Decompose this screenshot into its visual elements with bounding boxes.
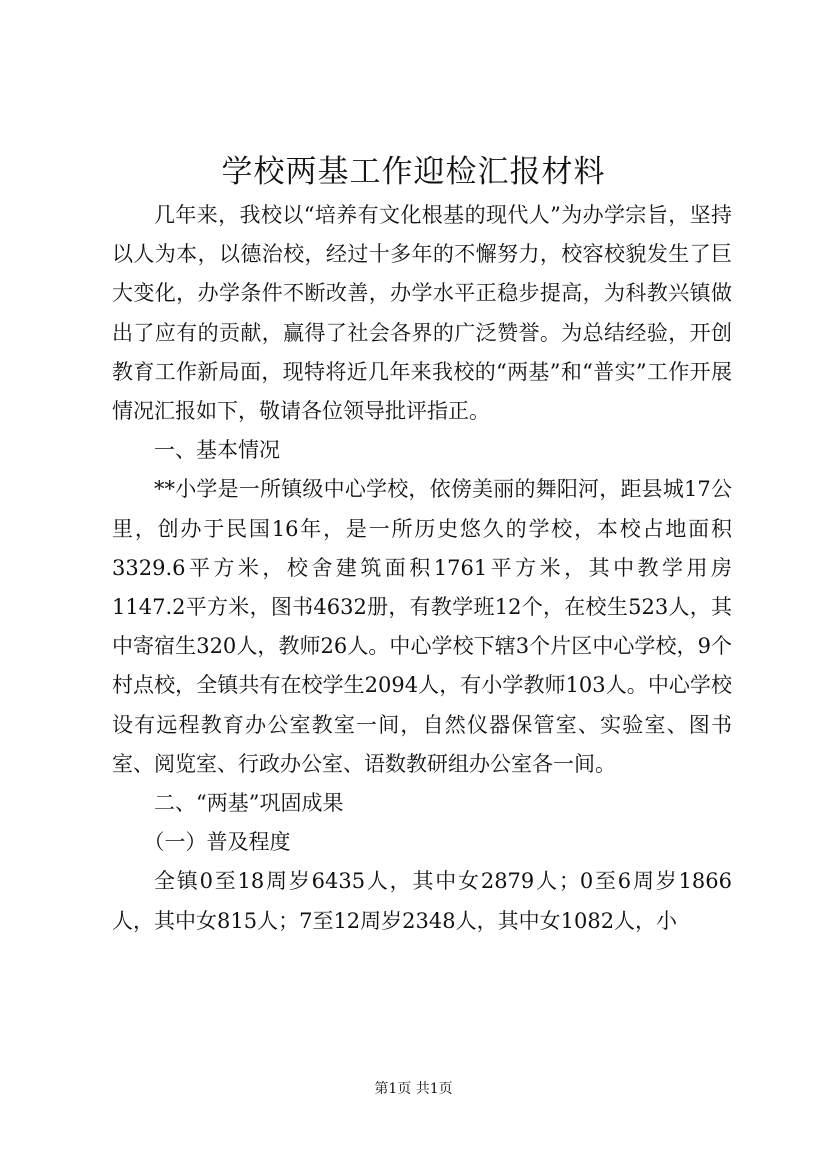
section-heading-achievements: 二、“两基”巩固成果 [154,791,344,816]
subsection-heading-coverage: （一）普及程度 [143,830,291,855]
basic-info-paragraph: **小学是一所镇级中心学校，依傍美丽的舞阳河，距县城17公里，创办于民国16年，是一所历史悠久的学校，本校占地面积3329.6平方米，校舍建筑面积1761平方米，其中教学用房1147.2平方米，图书4632册，有教学班12个，在校生523人，其中寄宿生320人，教师26人。中心学校下辖3个片区中心学校，9个村点校，全镇共有在校学生2094人，有小学教师103人。中心学校设有远程教育办公室教室一间，自然仪器保管室、实验室、图书室、阅览室、行政办公室、语数教研组办公室各一间。 [112,477,732,776]
page-footer: 第1页 共1页 [374,1081,453,1097]
document-body [112,196,732,941]
coverage-paragraph: 全镇0至18周岁6435人，其中女2879人；0至6周岁1866人，其中女815人；7至12周岁2348人，其中女1082人，小 [112,869,732,933]
intro-paragraph: 几年来，我校以“培养有文化根基的现代人”为办学宗旨，坚持以人为本，以德治校，经过十多年的不懈努力，校容校貌发生了巨大变化，办学条件不断改善，办学水平正稳步提高，为科教兴镇做出了应有的贡献，赢得了社会各界的广泛赞誉。为总结经验，开创教育工作新局面，现特将近几年来我校的“两基”和“普实”工作开展情况汇报如下，敬请各位领导批评指正。 [112,203,732,424]
section-heading-basic-info: 一、基本情况 [154,438,280,463]
document-title: 学校两基工作迎检汇报材料 [221,154,606,190]
